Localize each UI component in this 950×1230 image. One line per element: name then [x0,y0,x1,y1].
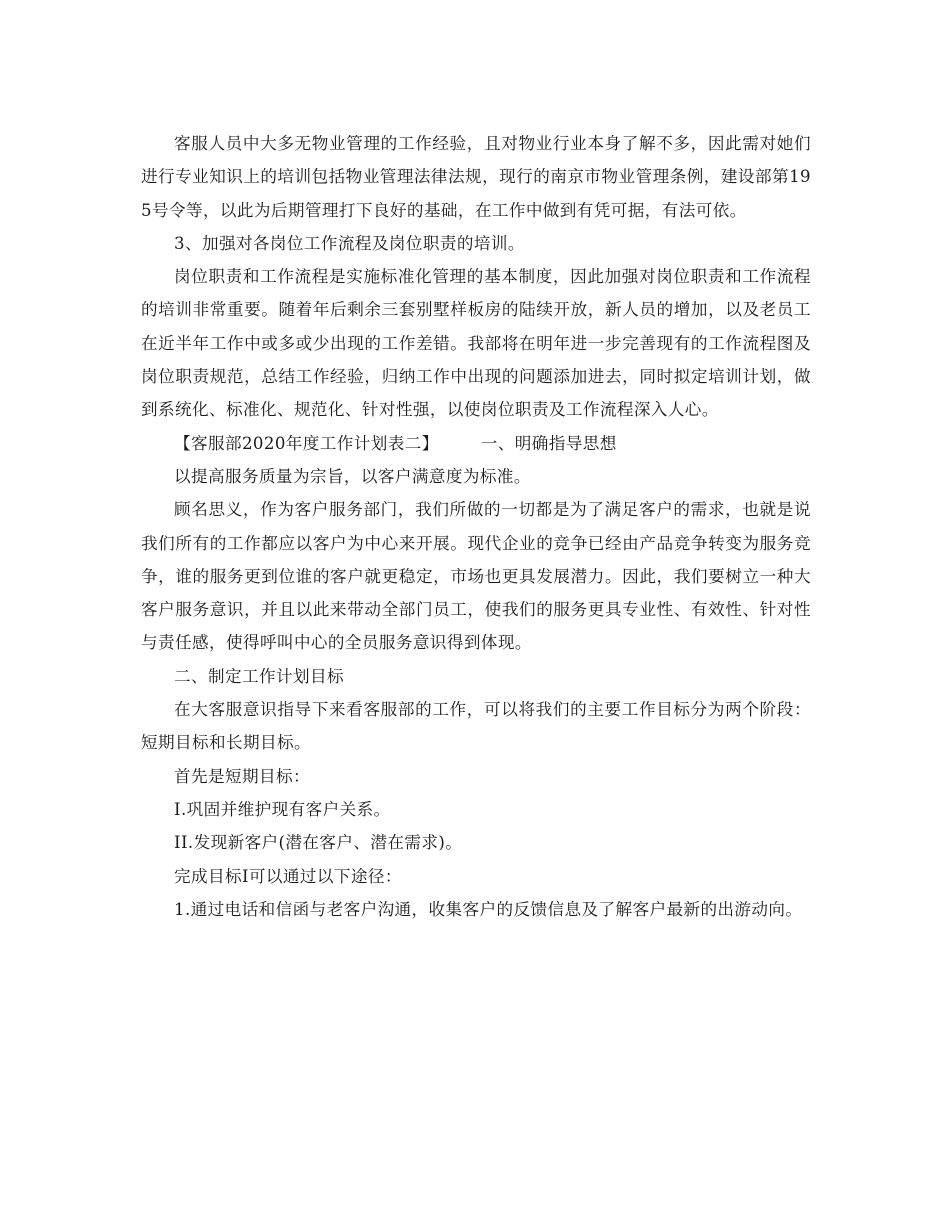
paragraph: 完成目标I可以通过以下途径： [174,866,402,886]
paragraph: 以提高服务质量为宗旨，以客户满意度为标准。 [174,466,531,486]
paragraph: 在大客服意识指导下来看客服部的工作，可以将我们的主要工作目标分为两个阶段：短期目标和长期目标。 [141,700,811,753]
section-heading: 一、明确指导思想 [480,433,617,453]
paragraph: 客服人员中大多无物业管理的工作经验，且对物业行业本身了解不多，因此需对她们进行专业知识上的培训包括物业管理法律法规，现行的南京市物业管理条例，建设部第195号令等，以此为后期管理打下良好的基础，在工作中做到有凭可据，有法可依。 [141,134,811,220]
document-body [141,127,811,926]
list-item: I.巩固并维护现有客户关系。 [174,799,391,819]
paragraph: 顾名思义，作为客户服务部门，我们所做的一切都是为了满足客户的需求，也就是说我们所有的工作都应以客户为中心来开展。现代企业的竞争已经由产品竞争转变为服务竞争，谁的服务更到位谁的客户就更稳定，市场也更具发展潜力。因此，我们要树立一种大客户服务意识，并且以此来带动全部门员工，使我们的服务更具专业性、有效性、针对性与责任感，使得呼叫中心的全员服务意识得到体现。 [141,500,811,653]
section-title: 【客服部2020年度工作计划表二】 [174,433,439,453]
paragraph: 首先是短期目标： [174,766,310,786]
section-line [141,427,811,460]
paragraph: 岗位职责和工作流程是实施标准化管理的基本制度，因此加强对岗位职责和工作流程的培训非常重要。随着年后剩余三套别墅样板房的陆续开放，新人员的增加，以及老员工在近半年工作中或多或少出现的工作差错。我部将在明年进一步完善现有的工作流程图及岗位职责规范，总结工作经验，归纳工作中出现的问题添加进去，同时拟定培训计划，做到系统化、标准化、规范化、针对性强，以使岗位职责及工作流程深入人心。 [141,267,811,420]
paragraph: 3、加强对各岗位工作流程及岗位职责的培训。 [174,233,525,253]
heading: 二、制定工作计划目标 [174,666,344,686]
list-item: II.发现新客户(潜在客户、潜在需求)。 [174,833,463,853]
list-item: 1.通过电话和信函与老客户沟通，收集客户的反馈信息及了解客户最新的出游动向。 [174,899,803,919]
